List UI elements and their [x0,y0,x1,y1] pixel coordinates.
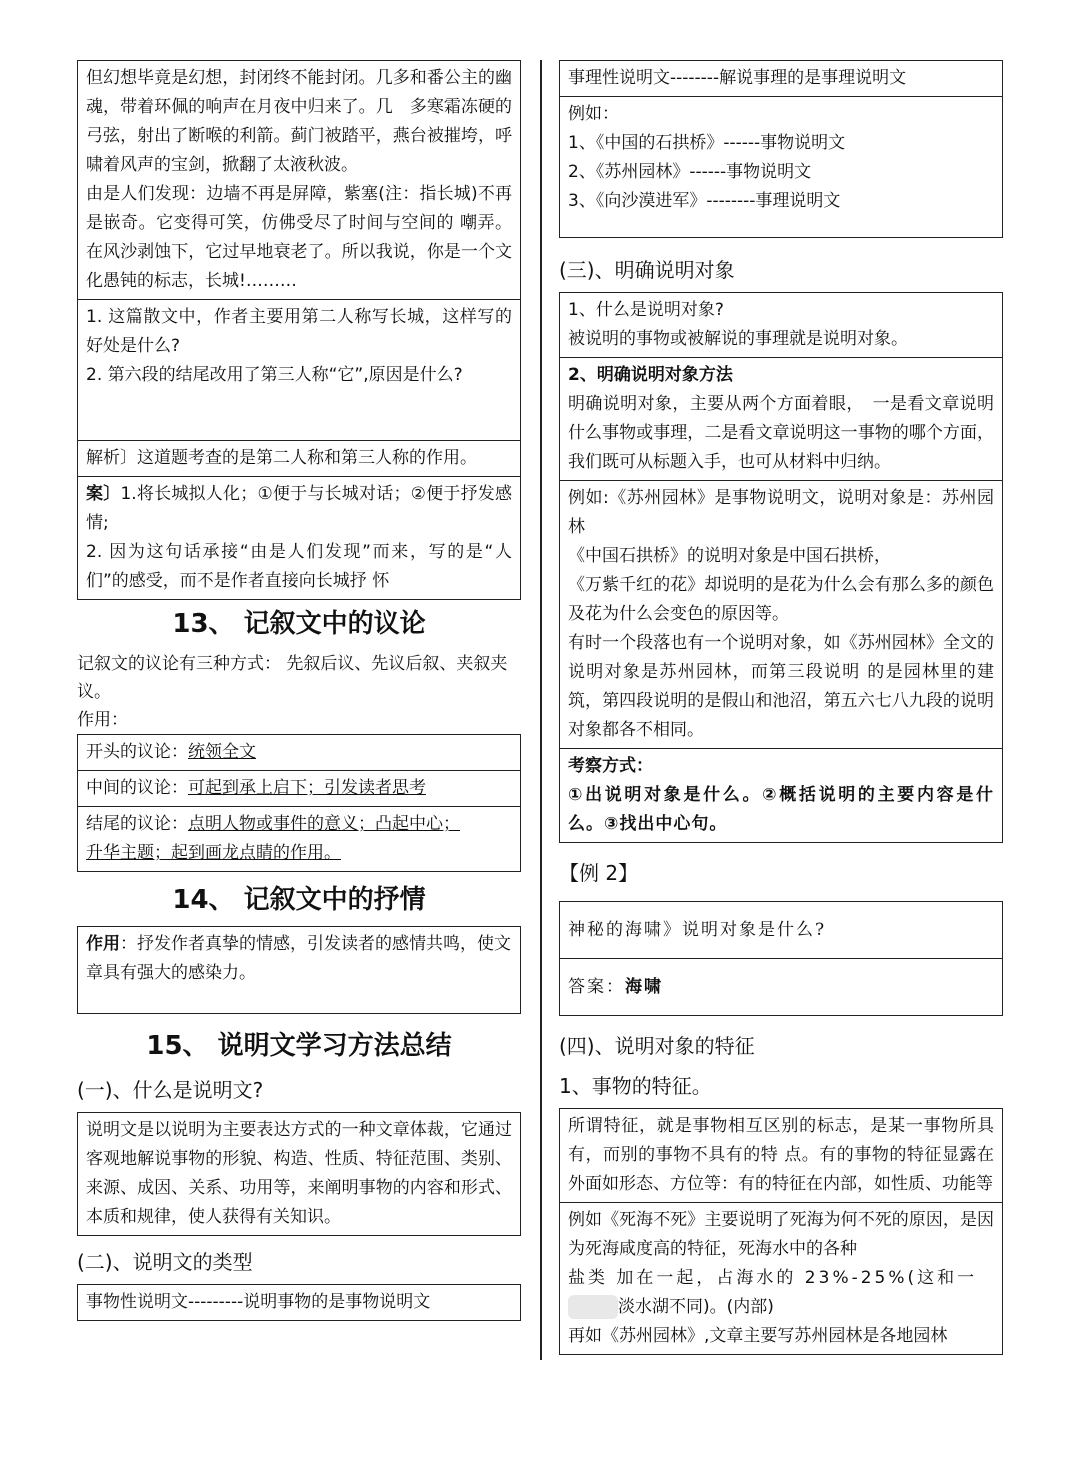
example-cell: 例如:《苏州园林》是事物说明文，说明对象是：苏州园林 《中国石拱桥》的说明对象是中国石拱桥， 《万紫千红的花》却说明的是花为什么会有那么多的颜色及花为什么会变色的原因等。 有时一个段落也有一个说明对象，如《苏州园林》全文的说明对象是苏州园林，而第三段说明 的是园林里的建筑，第四段说明的是假山和池沼，第五六七八九段的说明对象都各不相同。 [560,480,1002,748]
exam-text: ①出说明对象是什么。②概括说明的主要内容是什么。③找出中心句。 [568,785,994,834]
passage-cell [78,61,520,299]
method-cell: 2、明确说明对象方法 明确说明对象，主要从两个方面着眼， 一是看文章说明什么事物或事理，二是看文章说明这一事物的哪个方面，我们既可从标题入手，也可从材料中归纳。 [560,357,1002,480]
answer-1: 1.将长城拟人化；①便于与长城对话；②便于抒发感情; [86,484,513,533]
feature-table [559,1108,1003,1355]
subsection-title: (三)、明确说明对象 [559,258,735,282]
subsection-title: (一)、什么是说明文? [77,1078,264,1102]
role-label: 作用 [86,934,120,954]
passage-table [77,60,521,600]
analysis-text: 解析〕这道题考查的是第二人称和第三人称的作用。 [86,448,477,468]
section-13-intro: 记叙文的议论有三种方式： 先叙后议、先议后叙、夹叙夹议。 [77,654,508,702]
row-value: 点明人物或事件的意义；凸起中心； [188,814,460,834]
type-table [77,1284,521,1321]
type-row: 事理性说明文--------解说事理的是事理说明文 [568,68,907,88]
definition-table [77,1112,521,1236]
question-2: 2. 第六段的结尾改用了第三人称“它”,原因是什么? [86,365,463,385]
definition-cell: 说明文是以说明为主要表达方式的一种文章体裁，它通过客观地解说事物的形貌、构造、性质、特征范围、类别、来源、成因、关系、功用等，来阐明事物的内容和形式、本质和规律，使人获得有关知识。 [86,1120,512,1227]
role-text: ：抒发作者真挚的情感，引发读者的感情共鸣，使文章具有强大的感染力。 [86,934,511,983]
row-value: 可起到承上启下；引发读者思考 [188,778,426,798]
question-cell [78,299,520,440]
examples-cell: 例如： 1、《中国的石拱桥》------事物说明文 2、《苏州园林》------事物说明文 3、《向沙漠进军》--------事理说明文 [560,96,1002,237]
table-row: 开头的议论：统领全文 [86,742,256,762]
table-row: 中间的议论：可起到承上启下；引发读者思考 [78,770,520,806]
section-14-title: 14、 记叙文中的抒情 [172,885,426,915]
example-2-label: 【例 2】 [559,861,639,885]
lyric-cell [78,927,520,1013]
subsection-title: (二)、说明文的类型 [77,1250,253,1274]
section-15-title: 15、 说明文学习方法总结 [146,1031,452,1061]
example-2-question: 神秘的海啸》说明对象是什么? [568,920,827,940]
passage-paragraph: 由是人们发现：边墙不再是屏障，紫塞(注：指长城)不再是嵌奇。它变得可笑，仿佛受尽了时间与空间的 嘲弄。在风沙剥蚀下，它过早地衰老了。所以我说，你是一个文化愚钝的标志，长城!……… [86,184,512,291]
type-row: 事物性说明文---------说明事物的是事物说明文 [86,1292,431,1312]
feature-heading: 1、事物的特征。 [559,1074,712,1098]
example-2-table [559,901,1003,1016]
example-item: 1、《中国的石拱桥》------事物说明文 [568,133,846,153]
discussion-table [77,734,521,872]
column-divider [540,60,542,1360]
analysis-cell [78,440,520,476]
subsection-title: (四)、说明对象的特征 [559,1034,755,1058]
feature-definition: 所谓特征，就是事物相互区别的标志，是某一事物所具有，而别的事物不具有的特 点。有的事物的特征显露在外面如形态、方位等：有的特征在内部，如性质、功能等 [568,1116,994,1194]
answer-2: 2. 因为这句话承接“由是人们发现”而来，写的是“人们”的感受，而不是作者直接向长城抒 怀 [86,542,512,591]
exam-cell [560,748,1002,842]
example-item: 2、《苏州园林》------事物说明文 [568,162,812,182]
table-row: 结尾的议论：点明人物或事件的意义；凸起中心； 升华主题；起到画龙点睛的作用。 [78,806,520,871]
passage-paragraph: 但幻想毕竟是幻想，封闭终不能封闭。几多和番公主的幽魂，带着环佩的响声在月夜中归来了。几 多寒霜冻硬的弓弦，射出了断喉的利箭。蓟门被踏平，燕台被摧垮，呼啸着风声的宝剑，掀翻了太液秋波。 [86,68,512,175]
answer-label: 案〕 [86,484,121,504]
type-table-continued [559,60,1003,238]
feature-example: 例如《死海不死》主要说明了死海为何不死的原因，是因为死海咸度高的特征，死海水中的各种 盐类 加在一起，占海水的 23%-25%(这和一 淡水湖不同)。(内部) 再如《苏州园林》,文章主要写苏州园林是各地园林 [560,1202,1002,1354]
exam-title: 考察方式： [568,756,653,776]
right-column [559,60,1003,1355]
question-1: 1. 这篇散文中，作者主要用第二人称写长城，这样写的好处是什么? [86,307,512,356]
example-2-answer: 答案：海啸 [560,958,1002,1015]
object-table [559,292,1003,843]
section-13-title: 13、 记叙文中的议论 [172,609,426,639]
section-13-role: 作用： [77,710,128,730]
left-column [77,60,521,1321]
method-title: 2、明确说明对象方法 [568,365,733,385]
answer-cell [78,476,520,599]
example-item: 3、《向沙漠进军》--------事理说明文 [568,191,841,211]
row-value: 升华主题；起到画龙点睛的作用。 [86,843,341,863]
object-definition-cell: 1、什么是说明对象? 被说明的事物或被解说的事理就是说明对象。 [568,300,908,349]
row-value: 统领全文 [188,742,256,762]
lyric-table [77,926,521,1014]
scan-smudge [568,1295,618,1319]
